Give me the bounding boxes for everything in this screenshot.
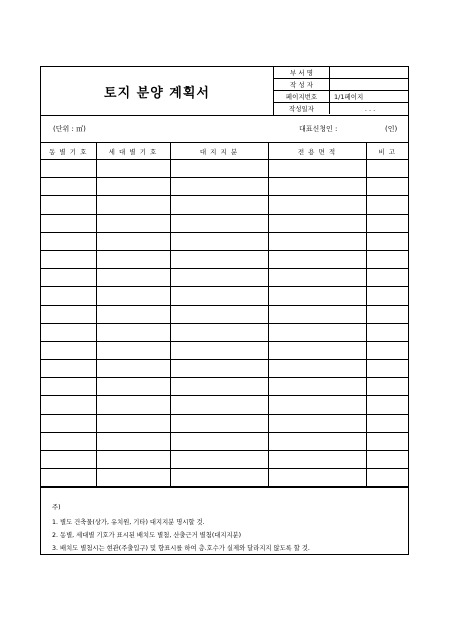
land-share-cell[interactable] bbox=[170, 232, 268, 250]
remarks-cell[interactable] bbox=[366, 269, 408, 287]
unit-code-cell[interactable] bbox=[96, 360, 170, 378]
remarks-cell[interactable] bbox=[366, 178, 408, 196]
allotment-table bbox=[41, 142, 408, 487]
table-row bbox=[41, 323, 408, 341]
building-code-cell[interactable] bbox=[41, 287, 96, 305]
form-header bbox=[41, 67, 408, 116]
exclusive-area-cell[interactable] bbox=[268, 360, 366, 378]
unit-code-cell[interactable] bbox=[96, 178, 170, 196]
building-code-cell[interactable] bbox=[41, 232, 96, 250]
form-title: 토지 분양 계획서 bbox=[41, 67, 274, 115]
table-row bbox=[41, 469, 408, 487]
exclusive-area-cell[interactable] bbox=[268, 232, 366, 250]
land-share-cell[interactable] bbox=[170, 451, 268, 469]
remarks-cell[interactable] bbox=[366, 432, 408, 450]
land-share-cell[interactable] bbox=[170, 178, 268, 196]
info-row-author bbox=[274, 79, 408, 91]
remarks-cell[interactable] bbox=[366, 378, 408, 396]
land-share-cell[interactable] bbox=[170, 214, 268, 232]
remarks-cell[interactable] bbox=[366, 414, 408, 432]
exclusive-area-cell[interactable] bbox=[268, 469, 366, 487]
info-row-department bbox=[274, 67, 408, 79]
unit-code-cell[interactable] bbox=[96, 232, 170, 250]
author-value bbox=[334, 79, 406, 90]
column-header-building-code: 동 별 기 호 bbox=[41, 143, 96, 160]
building-code-cell[interactable] bbox=[41, 214, 96, 232]
table-row bbox=[41, 178, 408, 196]
exclusive-area-cell[interactable] bbox=[268, 214, 366, 232]
unit-label: (단위 : ㎡) bbox=[53, 125, 86, 133]
land-share-cell[interactable] bbox=[170, 196, 268, 214]
note-item: 3. 배치도 별첨시는 현관(주출입구) 및 향표시를 하여 층.호수가 실제와 달라지지 않도록 할 것. bbox=[52, 545, 310, 552]
remarks-cell[interactable] bbox=[366, 250, 408, 268]
table-row bbox=[41, 196, 408, 214]
unit-code-cell[interactable] bbox=[96, 451, 170, 469]
unit-code-cell[interactable] bbox=[96, 196, 170, 214]
land-sale-plan-form bbox=[40, 66, 409, 555]
building-code-cell[interactable] bbox=[41, 178, 96, 196]
building-code-cell[interactable] bbox=[41, 469, 96, 487]
info-row-date bbox=[274, 103, 408, 115]
exclusive-area-cell[interactable] bbox=[268, 196, 366, 214]
table-row bbox=[41, 250, 408, 268]
unit-code-cell[interactable] bbox=[96, 250, 170, 268]
exclusive-area-cell[interactable] bbox=[268, 396, 366, 414]
building-code-cell[interactable] bbox=[41, 305, 96, 323]
remarks-cell[interactable] bbox=[366, 360, 408, 378]
unit-code-cell[interactable] bbox=[96, 214, 170, 232]
remarks-cell[interactable] bbox=[366, 305, 408, 323]
unit-code-cell[interactable] bbox=[96, 341, 170, 359]
land-share-cell[interactable] bbox=[170, 360, 268, 378]
table-header-row bbox=[41, 143, 408, 160]
exclusive-area-cell[interactable] bbox=[268, 378, 366, 396]
unit-code-cell[interactable] bbox=[96, 414, 170, 432]
building-code-cell[interactable] bbox=[41, 451, 96, 469]
column-header-remarks: 비 고 bbox=[366, 143, 408, 160]
unit-code-cell[interactable] bbox=[96, 378, 170, 396]
form-meta-line bbox=[41, 115, 408, 143]
exclusive-area-cell[interactable] bbox=[268, 287, 366, 305]
exclusive-area-cell[interactable] bbox=[268, 178, 366, 196]
unit-code-cell[interactable] bbox=[96, 305, 170, 323]
exclusive-area-cell[interactable] bbox=[268, 341, 366, 359]
department-label: 부 서 명 bbox=[274, 67, 330, 78]
exclusive-area-cell[interactable] bbox=[268, 160, 366, 178]
seal-label: (인) bbox=[385, 125, 398, 133]
table-row bbox=[41, 396, 408, 414]
unit-code-cell[interactable] bbox=[96, 469, 170, 487]
remarks-cell[interactable] bbox=[366, 287, 408, 305]
building-code-cell[interactable] bbox=[41, 160, 96, 178]
table-row bbox=[41, 305, 408, 323]
table-row bbox=[41, 287, 408, 305]
table-row bbox=[41, 214, 408, 232]
unit-code-cell[interactable] bbox=[96, 432, 170, 450]
exclusive-area-cell[interactable] bbox=[268, 451, 366, 469]
department-value bbox=[334, 67, 406, 78]
land-share-cell[interactable] bbox=[170, 396, 268, 414]
table-row bbox=[41, 360, 408, 378]
column-header-unit-code: 세 대 별 기 호 bbox=[96, 143, 170, 160]
column-header-exclusive-area: 전 용 면 적 bbox=[268, 143, 366, 160]
unit-code-cell[interactable] bbox=[96, 160, 170, 178]
table-row bbox=[41, 232, 408, 250]
exclusive-area-cell[interactable] bbox=[268, 269, 366, 287]
date-label: 작성일자 bbox=[274, 103, 330, 114]
approval-info-box bbox=[274, 67, 408, 115]
remarks-cell[interactable] bbox=[366, 214, 408, 232]
land-share-cell[interactable] bbox=[170, 287, 268, 305]
table-row bbox=[41, 160, 408, 178]
exclusive-area-cell[interactable] bbox=[268, 414, 366, 432]
land-share-cell[interactable] bbox=[170, 469, 268, 487]
land-share-cell[interactable] bbox=[170, 323, 268, 341]
land-share-cell[interactable] bbox=[170, 378, 268, 396]
representative-applicant-label: 대표신청인 : bbox=[299, 125, 338, 133]
building-code-cell[interactable] bbox=[41, 360, 96, 378]
building-code-cell[interactable] bbox=[41, 414, 96, 432]
exclusive-area-cell[interactable] bbox=[268, 323, 366, 341]
remarks-cell[interactable] bbox=[366, 469, 408, 487]
unit-code-cell[interactable] bbox=[96, 287, 170, 305]
building-code-cell[interactable] bbox=[41, 269, 96, 287]
column-header-land-share: 대 지 지 분 bbox=[170, 143, 268, 160]
info-row-page-number bbox=[274, 91, 408, 103]
remarks-cell[interactable] bbox=[366, 396, 408, 414]
table-row bbox=[41, 432, 408, 450]
note-item: 2. 동별, 세대별 기호가 표시된 배치도 별첨, 산출근거 별첨(대지지분) bbox=[52, 532, 242, 539]
author-label: 작 성 자 bbox=[274, 79, 330, 90]
remarks-cell[interactable] bbox=[366, 232, 408, 250]
table-row bbox=[41, 378, 408, 396]
building-code-cell[interactable] bbox=[41, 341, 96, 359]
land-share-cell[interactable] bbox=[170, 432, 268, 450]
notes-title: 주) bbox=[52, 504, 61, 511]
table-row bbox=[41, 341, 408, 359]
remarks-cell[interactable] bbox=[366, 451, 408, 469]
exclusive-area-cell[interactable] bbox=[268, 432, 366, 450]
table-body bbox=[41, 160, 408, 487]
remarks-cell[interactable] bbox=[366, 323, 408, 341]
remarks-cell[interactable] bbox=[366, 160, 408, 178]
land-share-cell[interactable] bbox=[170, 250, 268, 268]
building-code-cell[interactable] bbox=[41, 396, 96, 414]
exclusive-area-cell[interactable] bbox=[268, 250, 366, 268]
exclusive-area-cell[interactable] bbox=[268, 305, 366, 323]
building-code-cell[interactable] bbox=[41, 378, 96, 396]
building-code-cell[interactable] bbox=[41, 250, 96, 268]
building-code-cell[interactable] bbox=[41, 432, 96, 450]
land-share-cell[interactable] bbox=[170, 341, 268, 359]
note-item: 1. 별도 건축물(상가, 유치원, 기타) 대지지분 명시할 것. bbox=[52, 519, 205, 526]
remarks-cell[interactable] bbox=[366, 341, 408, 359]
table-row bbox=[41, 414, 408, 432]
notes-section bbox=[41, 487, 408, 555]
land-share-cell[interactable] bbox=[170, 414, 268, 432]
table-row bbox=[41, 451, 408, 469]
land-share-cell[interactable] bbox=[170, 160, 268, 178]
table-row bbox=[41, 269, 408, 287]
page-number-label: 페이지번호 bbox=[274, 91, 330, 102]
page-number-value: 1/1페이지 bbox=[334, 93, 364, 101]
unit-code-cell[interactable] bbox=[96, 323, 170, 341]
remarks-cell[interactable] bbox=[366, 196, 408, 214]
land-share-cell[interactable] bbox=[170, 305, 268, 323]
unit-code-cell[interactable] bbox=[96, 396, 170, 414]
building-code-cell[interactable] bbox=[41, 196, 96, 214]
land-share-cell[interactable] bbox=[170, 269, 268, 287]
date-value: . . . bbox=[364, 104, 376, 113]
building-code-cell[interactable] bbox=[41, 323, 96, 341]
unit-code-cell[interactable] bbox=[96, 269, 170, 287]
